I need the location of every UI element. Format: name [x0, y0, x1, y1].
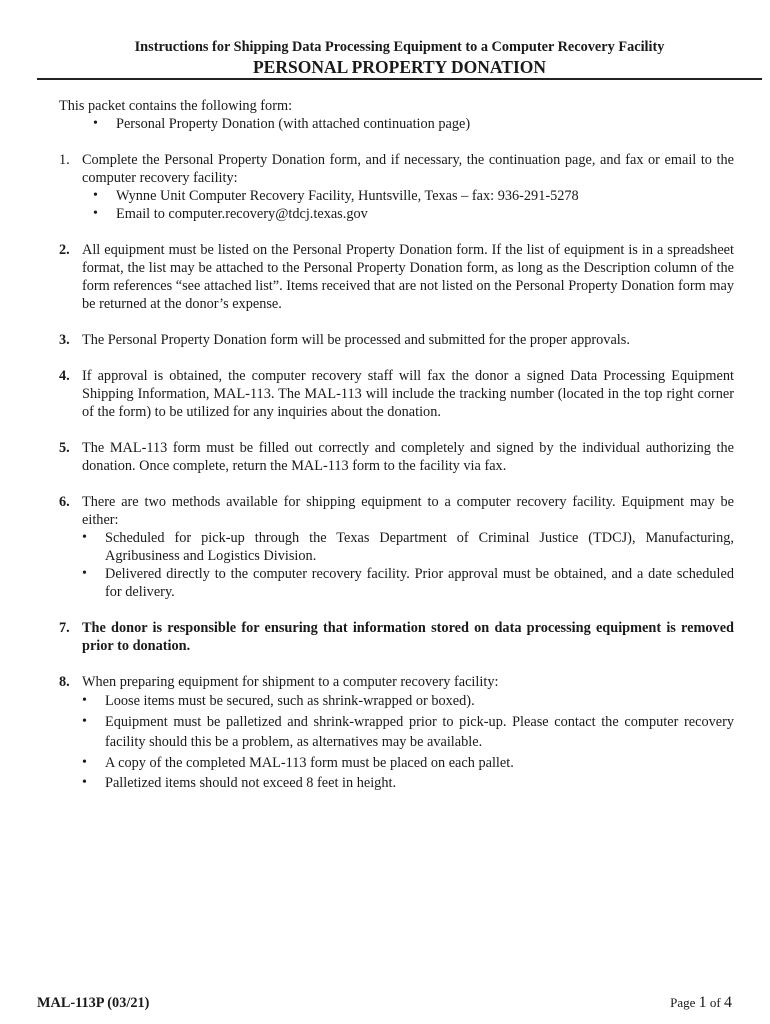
- header-divider: [37, 78, 762, 80]
- step-text: If approval is obtained, the computer recovery staff will fax the donor a signed Data Processing Equipment Shipping Information, MAL-113. The MAL-113 will include the tracking number (located in the top right corner of the form) to be utilized for any inquiries about the donation.: [82, 368, 734, 420]
- step-text-warning: The donor is responsible for ensuring that information stored on data processing equipment is removed prior to donation.: [82, 620, 734, 654]
- document-body: [59, 97, 734, 794]
- step-bullet: • Wynne Unit Computer Recovery Facility, Huntsville, Texas – fax: 936-291-5278: [82, 187, 734, 205]
- step-bullet-list: [82, 187, 734, 223]
- step-7: [59, 619, 734, 655]
- step-number: 1.: [59, 152, 70, 168]
- step-bullet-list: [82, 529, 734, 601]
- page-of: of: [709, 995, 721, 1010]
- page-number: [670, 994, 732, 1012]
- step-3: [59, 331, 734, 349]
- step-number: 6.: [59, 494, 70, 510]
- step-number: 8.: [59, 674, 70, 690]
- document-header: [37, 39, 762, 77]
- page-current: 1: [698, 994, 707, 1011]
- step-number: 4.: [59, 368, 70, 384]
- step-text: Complete the Personal Property Donation form, and if necessary, the continuation page, and fax or email to the computer recovery facility:: [82, 152, 734, 186]
- step-1: [59, 151, 734, 223]
- step-bullet-list: [82, 691, 734, 794]
- intro-bullet-list: [59, 115, 734, 133]
- step-2: [59, 241, 734, 313]
- step-bullet: • A copy of the completed MAL-113 form must be placed on each pallet.: [82, 753, 734, 774]
- document-subtitle: Instructions for Shipping Data Processing Equipment to a Computer Recovery Facility: [134, 39, 665, 55]
- intro-text: This packet contains the following form:: [59, 98, 293, 114]
- document-title: PERSONAL PROPERTY DONATION: [252, 57, 547, 77]
- step-bullet: • Email to computer.recovery@tdcj.texas.gov: [82, 205, 734, 223]
- intro-bullet: • Personal Property Donation (with attached continuation page): [59, 115, 734, 133]
- step-text: The MAL-113 form must be filled out correctly and completely and signed by the individual authorizing the donation. Once complete, return the MAL-113 form to the facility via fax.: [82, 440, 734, 474]
- step-text: There are two methods available for shipping equipment to a computer recovery facility. Equipment may be either:: [82, 494, 734, 528]
- step-number: 7.: [59, 620, 70, 636]
- step-bullet: • Loose items must be secured, such as shrink-wrapped or boxed).: [82, 691, 734, 712]
- form-identifier: MAL-113P (03/21): [37, 995, 150, 1011]
- page-total: 4: [724, 994, 732, 1011]
- step-text: The Personal Property Donation form will be processed and submitted for the proper approvals.: [82, 332, 630, 348]
- step-4: [59, 367, 734, 421]
- step-text: When preparing equipment for shipment to a computer recovery facility:: [82, 674, 499, 690]
- step-text: All equipment must be listed on the Personal Property Donation form. If the list of equipment is in a spreadsheet format, the list may be attached to the Personal Property Donation form, as long as the Description column of the form references “see attached list”. Items received that are not listed on the Personal Property Donation form may be returned at the donor’s expense.: [82, 242, 734, 312]
- step-bullet: • Equipment must be palletized and shrink-wrapped prior to pick-up. Please contact the computer recovery facility should this be a problem, as alternatives may be available.: [82, 712, 734, 753]
- step-8: [59, 673, 734, 794]
- page-label: Page: [670, 995, 696, 1010]
- step-5: [59, 439, 734, 475]
- step-6: [59, 493, 734, 601]
- step-bullet: • Scheduled for pick-up through the Texas Department of Criminal Justice (TDCJ), Manufacturing, Agribusiness and Logistics Division.: [82, 529, 734, 565]
- step-number: 3.: [59, 332, 70, 348]
- step-number: 5.: [59, 440, 70, 456]
- step-number: 2.: [59, 242, 70, 258]
- step-bullet: • Delivered directly to the computer recovery facility. Prior approval must be obtained, and a date scheduled for delivery.: [82, 565, 734, 601]
- step-bullet: • Palletized items should not exceed 8 feet in height.: [82, 773, 734, 794]
